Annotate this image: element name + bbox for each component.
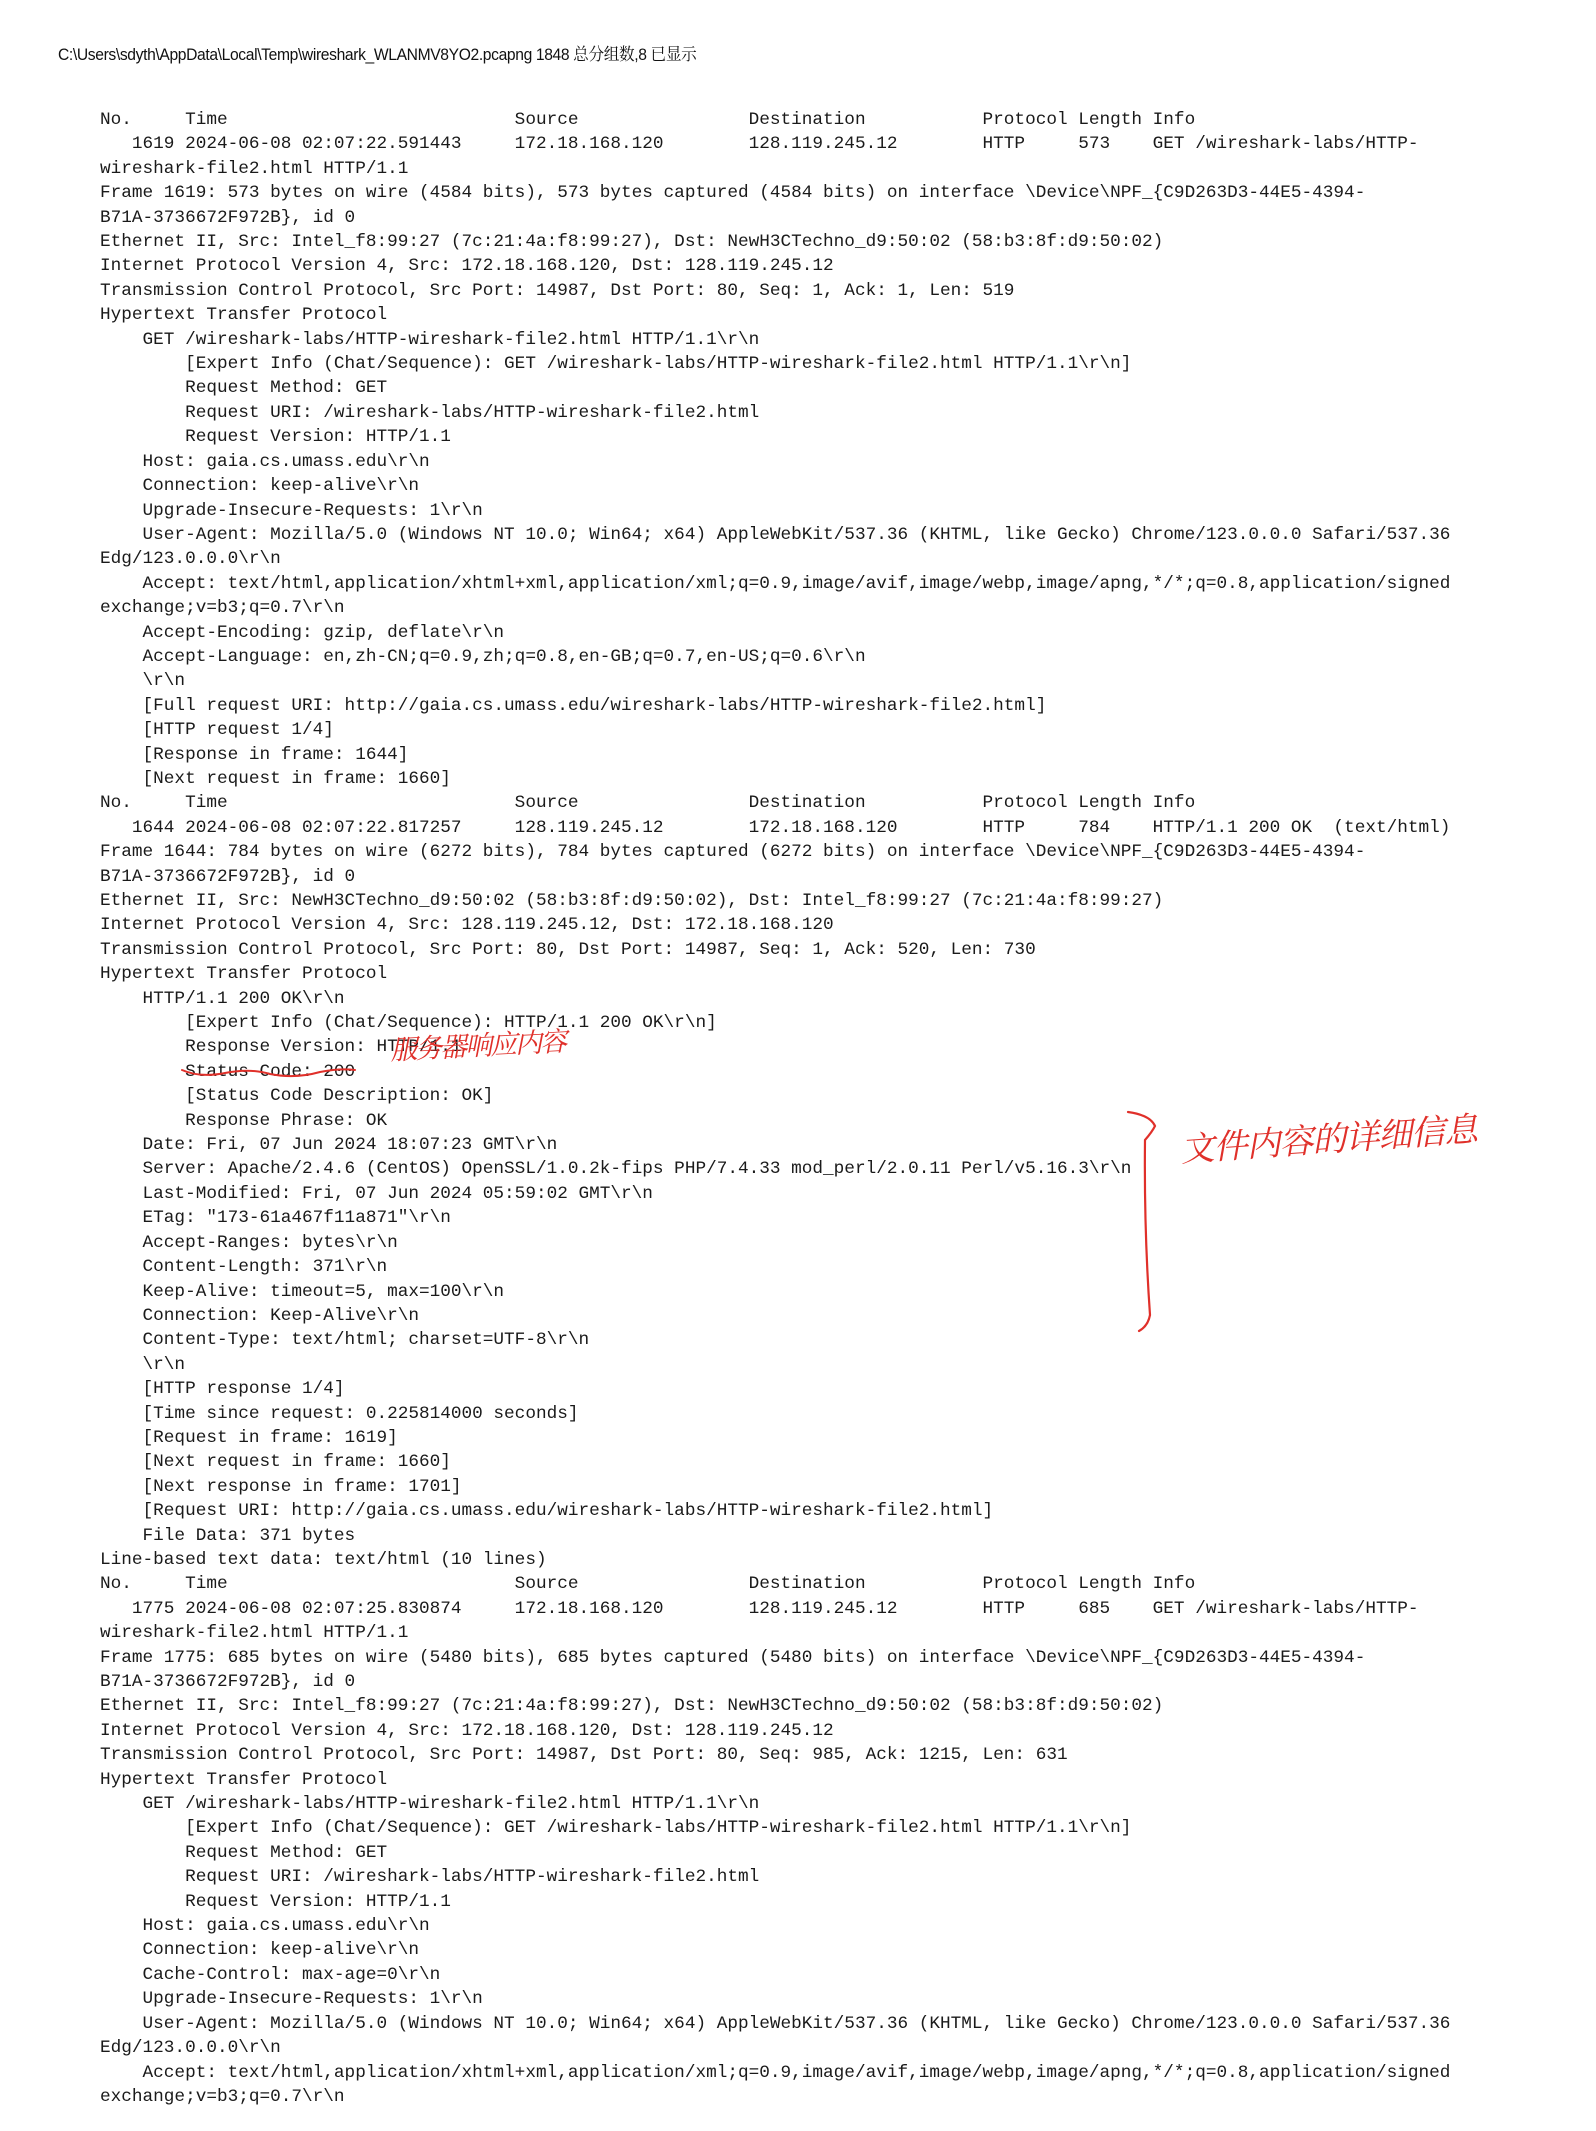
column-header-row: No. Time Source Destination Protocol Length Info xyxy=(100,793,1196,814)
detail-line: Hypertext Transfer Protocol xyxy=(100,305,388,326)
detail-line: Response Phrase: OK xyxy=(100,1110,388,1131)
detail-line: Ethernet II, Src: Intel_f8:99:27 (7c:21:4a:f8:99:27), Dst: NewH3CTechno_d9:50:02 (58:b3:8f:d9:50:02) xyxy=(100,1696,1164,1717)
packet-summary-row: 1775 2024-06-08 02:07:25.830874 172.18.168.120 128.119.245.12 HTTP 685 GET /wireshark-labs/HTTP- xyxy=(100,1598,1419,1619)
detail-line: [Expert Info (Chat/Sequence): HTTP/1.1 200 OK\r\n] xyxy=(100,1013,717,1034)
detail-line: Ethernet II, Src: Intel_f8:99:27 (7c:21:4a:f8:99:27), Dst: NewH3CTechno_d9:50:02 (58:b3:8f:d9:50:02) xyxy=(100,232,1164,253)
detail-line: Hypertext Transfer Protocol xyxy=(100,964,388,985)
detail-line: Transmission Control Protocol, Src Port: 14987, Dst Port: 80, Seq: 985, Ack: 1215, Len: 631 xyxy=(100,1745,1068,1766)
detail-line: Hypertext Transfer Protocol xyxy=(100,1769,388,1790)
detail-line: Status Code: 200 xyxy=(100,1061,356,1082)
detail-line: User-Agent: Mozilla/5.0 (Windows NT 10.0; Win64; x64) AppleWebKit/537.36 (KHTML, like Gecko) Chrome/123.0.0.0 Safari/537.36 xyxy=(100,524,1451,545)
annotation-server-response: 服务器响应内容 xyxy=(389,1026,566,1067)
detail-line: [Next request in frame: 1660] xyxy=(100,768,451,789)
annotation-file-details: 文件内容的详细信息 xyxy=(1179,1109,1479,1171)
detail-line: [Full request URI: http://gaia.cs.umass.edu/wireshark-labs/HTTP-wireshark-file2.html] xyxy=(100,695,1047,716)
column-header-row: No. Time Source Destination Protocol Length Info xyxy=(100,1574,1196,1595)
detail-line: Frame 1644: 784 bytes on wire (6272 bits), 784 bytes captured (6272 bits) on interface \Device\NPF_{C9D263D3-44E5-4394- xyxy=(100,842,1366,863)
detail-line: Date: Fri, 07 Jun 2024 18:07:23 GMT\r\n xyxy=(100,1135,558,1156)
detail-line: Request Version: HTTP/1.1 xyxy=(100,1891,451,1912)
detail-line: Frame 1775: 685 bytes on wire (5480 bits), 685 bytes captured (5480 bits) on interface \Device\NPF_{C9D263D3-44E5-4394- xyxy=(100,1647,1366,1668)
detail-line: GET /wireshark-labs/HTTP-wireshark-file2.html HTTP/1.1\r\n xyxy=(100,1794,760,1815)
detail-line: Edg/123.0.0.0\r\n xyxy=(100,549,281,570)
detail-line: [Status Code Description: OK] xyxy=(100,1086,494,1107)
detail-line: B71A-3736672F972B}, id 0 xyxy=(100,866,356,887)
detail-line: Upgrade-Insecure-Requests: 1\r\n xyxy=(100,1989,483,2010)
detail-line: Accept: text/html,application/xhtml+xml,application/xml;q=0.9,image/avif,image/webp,image/apng,*/*;q=0.8,application/signed xyxy=(100,573,1451,594)
packet-1644 xyxy=(100,791,1450,1572)
detail-line: User-Agent: Mozilla/5.0 (Windows NT 10.0; Win64; x64) AppleWebKit/537.36 (KHTML, like Gecko) Chrome/123.0.0.0 Safari/537.36 xyxy=(100,2013,1451,2034)
detail-line: B71A-3736672F972B}, id 0 xyxy=(100,207,356,228)
detail-line: Request Method: GET xyxy=(100,1842,388,1863)
detail-line: [Next request in frame: 1660] xyxy=(100,1452,451,1473)
detail-line: exchange;v=b3;q=0.7\r\n xyxy=(100,598,345,619)
packet-1775 xyxy=(100,1572,1450,2109)
detail-line: [HTTP request 1/4] xyxy=(100,720,334,741)
detail-line: Internet Protocol Version 4, Src: 128.119.245.12, Dst: 172.18.168.120 xyxy=(100,915,834,936)
column-header-row: No. Time Source Destination Protocol Length Info xyxy=(100,110,1196,130)
detail-line: B71A-3736672F972B}, id 0 xyxy=(100,1672,356,1692)
detail-line: Line-based text data: text/html (10 lines) xyxy=(100,1549,547,1570)
detail-line: Content-Type: text/html; charset=UTF-8\r\n xyxy=(100,1330,590,1351)
detail-line: [Request URI: http://gaia.cs.umass.edu/wireshark-labs/HTTP-wireshark-file2.html] xyxy=(100,1501,994,1522)
detail-line: Internet Protocol Version 4, Src: 172.18.168.120, Dst: 128.119.245.12 xyxy=(100,256,834,277)
detail-line: Ethernet II, Src: NewH3CTechno_d9:50:02 (58:b3:8f:d9:50:02), Dst: Intel_f8:99:27 (7c:21:4a:f8:99:27) xyxy=(100,891,1164,911)
detail-line: Accept-Encoding: gzip, deflate\r\n xyxy=(100,622,505,643)
detail-line: Accept-Ranges: bytes\r\n xyxy=(100,1232,398,1253)
detail-line: HTTP/1.1 200 OK\r\n xyxy=(100,988,345,1009)
detail-line: exchange;v=b3;q=0.7\r\n xyxy=(100,2086,345,2107)
detail-line: Transmission Control Protocol, Src Port: 80, Dst Port: 14987, Seq: 1, Ack: 520, Len: 730 xyxy=(100,939,1036,960)
packet-summary-row: 1644 2024-06-08 02:07:22.817257 128.119.245.12 172.18.168.120 HTTP 784 HTTP/1.1 200 OK (text/html) xyxy=(100,817,1451,838)
detail-line: \r\n xyxy=(100,671,186,692)
detail-line: Last-Modified: Fri, 07 Jun 2024 05:59:02 GMT\r\n xyxy=(100,1183,653,1204)
detail-line: Transmission Control Protocol, Src Port: 14987, Dst Port: 80, Seq: 1, Ack: 1, Len: 519 xyxy=(100,280,1015,301)
detail-line: [Response in frame: 1644] xyxy=(100,744,409,765)
detail-line: [HTTP response 1/4] xyxy=(100,1379,345,1400)
detail-line: [Next response in frame: 1701] xyxy=(100,1476,462,1497)
detail-line: Connection: Keep-Alive\r\n xyxy=(100,1305,419,1326)
packet-dump xyxy=(100,108,1450,2109)
detail-line: Edg/123.0.0.0\r\n xyxy=(100,2038,281,2059)
detail-line: Frame 1619: 573 bytes on wire (4584 bits), 573 bytes captured (4584 bits) on interface \Device\NPF_{C9D263D3-44E5-4394- xyxy=(100,183,1366,204)
detail-line: Request Method: GET xyxy=(100,378,388,399)
detail-line: ETag: "173-61a467f11a871"\r\n xyxy=(100,1208,451,1229)
detail-line: \r\n xyxy=(100,1354,186,1375)
detail-line: Request Version: HTTP/1.1 xyxy=(100,427,451,448)
detail-line: Accept-Language: en,zh-CN;q=0.9,zh;q=0.8,en-GB;q=0.7,en-US;q=0.6\r\n xyxy=(100,646,866,667)
detail-line: wireshark-file2.html HTTP/1.1 xyxy=(100,158,409,179)
detail-line: Connection: keep-alive\r\n xyxy=(100,1940,419,1961)
detail-line: Request URI: /wireshark-labs/HTTP-wireshark-file2.html xyxy=(100,1867,760,1888)
detail-line: File Data: 371 bytes xyxy=(100,1525,356,1546)
detail-line: GET /wireshark-labs/HTTP-wireshark-file2.html HTTP/1.1\r\n xyxy=(100,329,760,350)
document-title: C:\Users\sdyth\AppData\Local\Temp\wireshark_WLANMV8YO2.pcapng 1848 总分组数,8 已显示 xyxy=(58,45,697,64)
detail-line: [Time since request: 0.225814000 seconds] xyxy=(100,1403,579,1424)
detail-line: Accept: text/html,application/xhtml+xml,application/xml;q=0.9,image/avif,image/webp,image/apng,*/*;q=0.8,application/signed xyxy=(100,2062,1451,2083)
packet-summary-row: 1619 2024-06-08 02:07:22.591443 172.18.168.120 128.119.245.12 HTTP 573 GET /wireshark-labs/HTTP- xyxy=(100,134,1419,155)
detail-line: [Request in frame: 1619] xyxy=(100,1427,398,1448)
detail-line: Internet Protocol Version 4, Src: 172.18.168.120, Dst: 128.119.245.12 xyxy=(100,1720,834,1741)
detail-line: [Expert Info (Chat/Sequence): GET /wireshark-labs/HTTP-wireshark-file2.html HTTP/1.1\r\n] xyxy=(100,354,1132,375)
detail-line: Keep-Alive: timeout=5, max=100\r\n xyxy=(100,1281,505,1302)
detail-line: Host: gaia.cs.umass.edu\r\n xyxy=(100,451,430,472)
detail-line: Connection: keep-alive\r\n xyxy=(100,476,419,497)
detail-line: Upgrade-Insecure-Requests: 1\r\n xyxy=(100,500,483,521)
detail-line: Response Version: HTTP/1.1 xyxy=(100,1037,462,1058)
detail-line: Content-Length: 371\r\n xyxy=(100,1257,388,1278)
detail-line: Server: Apache/2.4.6 (CentOS) OpenSSL/1.0.2k-fips PHP/7.4.33 mod_perl/2.0.11 Perl/v5.16.3\r\n xyxy=(100,1159,1132,1180)
detail-line: Request URI: /wireshark-labs/HTTP-wireshark-file2.html xyxy=(100,402,760,423)
detail-line: wireshark-file2.html HTTP/1.1 xyxy=(100,1623,409,1644)
detail-line: Host: gaia.cs.umass.edu\r\n xyxy=(100,1916,430,1937)
packet-1619 xyxy=(100,108,1450,791)
detail-line: [Expert Info (Chat/Sequence): GET /wireshark-labs/HTTP-wireshark-file2.html HTTP/1.1\r\n] xyxy=(100,1818,1132,1839)
detail-line: Cache-Control: max-age=0\r\n xyxy=(100,1964,441,1985)
